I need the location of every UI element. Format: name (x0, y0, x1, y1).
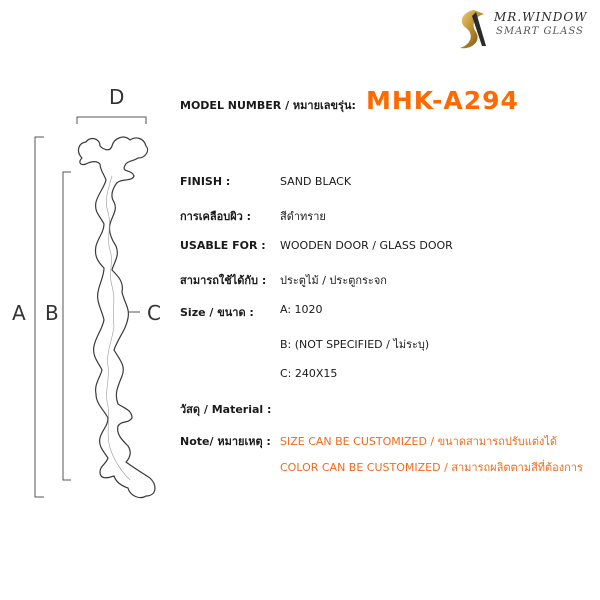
size-a-value: A: 1020 (280, 303, 323, 316)
dimension-line-b (63, 172, 71, 480)
dimension-label-a: A (12, 301, 26, 325)
finish-th-value: สีดำทราย (280, 210, 326, 223)
material-label: วัสดุ / Material : (180, 403, 272, 416)
handle-dimension-diagram (0, 0, 175, 520)
dimension-line-a (35, 137, 44, 497)
logo-emblem-icon (452, 6, 492, 52)
model-number-label: MODEL NUMBER / หมายเลขรุ่น: (180, 99, 356, 112)
finish-th-label: การเคลือบผิว : (180, 210, 252, 223)
usable-th-label: สามารถใช้ได้กับ : (180, 274, 267, 287)
note-color-custom: COLOR CAN BE CUSTOMIZED / สามารถผลิตตามสีที่ต้องการ (280, 461, 583, 474)
finish-value: SAND BLACK (280, 175, 352, 188)
logo-title: MR.WINDOW (494, 10, 588, 24)
size-label: Size / ขนาด : (180, 306, 254, 319)
dimension-label-c: C (147, 301, 161, 325)
usable-label: USABLE FOR : (180, 239, 266, 252)
finish-label: FINISH : (180, 175, 231, 188)
brand-logo (452, 6, 598, 52)
note-size-custom: SIZE CAN BE CUSTOMIZED / ขนาดสามารถปรับแต่งได้ (280, 435, 558, 448)
usable-value: WOODEN DOOR / GLASS DOOR (280, 239, 453, 252)
logo-subtitle: SMART GLASS (496, 26, 584, 37)
handle-outline (79, 137, 155, 497)
dimension-label-b: B (45, 301, 59, 325)
dimension-line-d (77, 117, 146, 124)
model-number: MHK-A294 (366, 86, 519, 115)
usable-th-value: ประตูไม้ / ประตูกระจก (280, 274, 387, 287)
size-c-value: C: 240X15 (280, 367, 338, 380)
note-label: Note/ หมายเหตุ : (180, 435, 271, 448)
size-b-value: B: (NOT SPECIFIED / ไม่ระบุ) (280, 338, 430, 351)
dimension-label-d: D (109, 85, 125, 109)
